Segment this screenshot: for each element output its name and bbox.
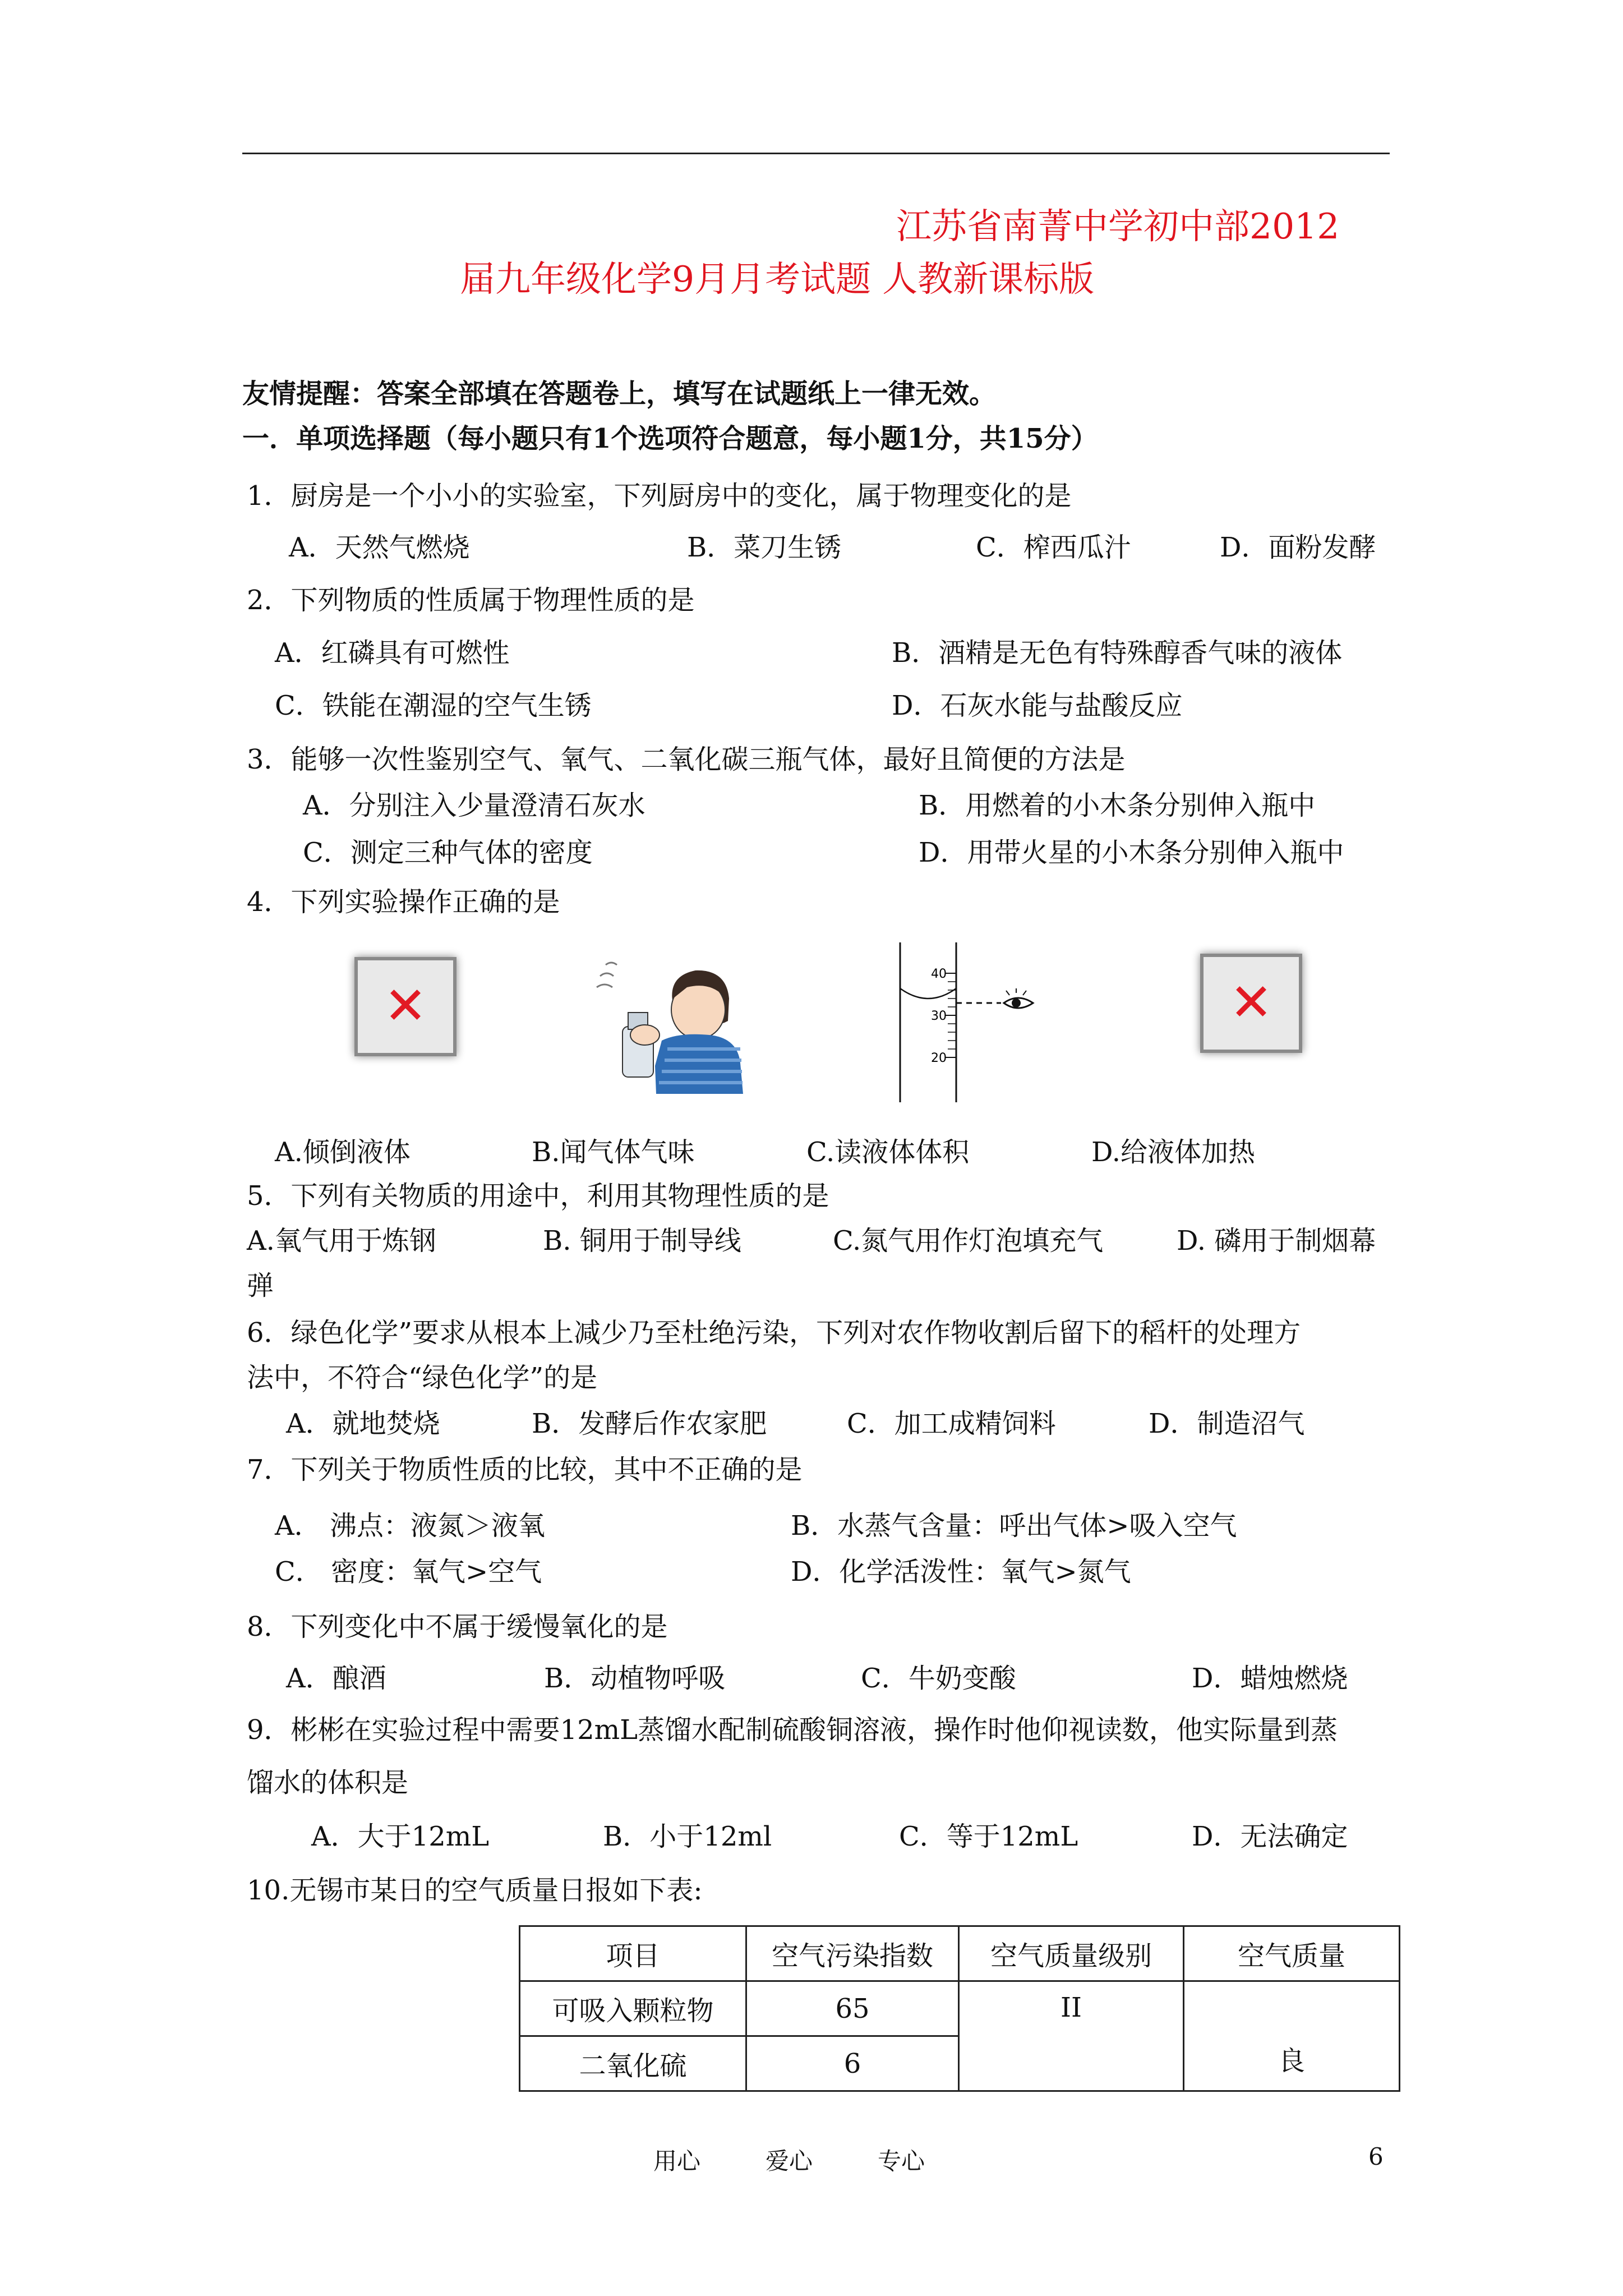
- question-4-stem: 4．下列实验操作正确的是: [247, 886, 560, 918]
- q5-option-c: C.氮气用作灯泡填充气: [833, 1225, 1104, 1257]
- question-10-stem: 10.无锡市某日的空气质量日报如下表:: [247, 1875, 703, 1906]
- footer-motto-1: 用心: [653, 2147, 701, 2175]
- q3-option-c: C．测定三种气体的密度: [303, 837, 593, 868]
- q5-option-d: D. 磷用于制烟幕: [1177, 1225, 1376, 1257]
- red-x-icon: ✕: [1229, 972, 1273, 1032]
- smelling-gas-illustration: [589, 942, 746, 1094]
- q7-option-a: A． 沸点：液氮＞液氧: [275, 1510, 545, 1542]
- table-header-quality: 空气质量: [1184, 1926, 1400, 1981]
- q3-option-b: B．用燃着的小木条分别伸入瓶中: [919, 790, 1316, 821]
- table-header-row: [520, 1926, 1400, 1981]
- table-cell-index: 6: [746, 2036, 959, 2091]
- q9-option-a: A．大于12mL: [311, 1821, 490, 1852]
- q8-option-d: D．蜡烛燃烧: [1192, 1663, 1348, 1694]
- table-cell-item: 可吸入颗粒物: [520, 1981, 746, 2036]
- section-heading: 一．单项选择题（每小题只有1个选项符合题意，每小题1分，共15分）: [242, 423, 1098, 454]
- q5-option-a: A.氧气用于炼钢: [247, 1225, 436, 1257]
- q2-option-c: C．铁能在潮湿的空气生锈: [275, 690, 592, 721]
- question-2-stem: 2．下列物质的性质属于物理性质的是: [247, 585, 695, 616]
- table-cell-item: 二氧化硫: [520, 2036, 746, 2091]
- q8-option-c: C．牛奶变酸: [861, 1663, 1016, 1694]
- q9-option-b: B．小于12ml: [603, 1821, 772, 1852]
- notice: 友情提醒：答案全部填在答题卷上，填写在试题纸上一律无效。: [242, 378, 997, 409]
- q2-option-a: A．红磷具有可燃性: [275, 637, 510, 669]
- q8-option-b: B．动植物呼吸: [544, 1663, 726, 1694]
- footer-motto-3: 专心: [878, 2147, 925, 2175]
- question-7-stem: 7．下列关于物质性质的比较，其中不正确的是: [247, 1454, 803, 1485]
- q5-option-b: B. 铜用于制导线: [543, 1225, 741, 1257]
- q7-option-c: C． 密度：氧气>空气: [275, 1556, 542, 1588]
- table-header-index: 空气污染指数: [746, 1926, 959, 1981]
- footer-motto-2: 爱心: [766, 2147, 813, 2175]
- cylinder-tick-40: 40: [931, 967, 947, 981]
- q6-option-b: B．发酵后作农家肥: [532, 1408, 767, 1439]
- cylinder-tick-30: 30: [931, 1009, 947, 1023]
- question-5-stem: 5．下列有关物质的用途中，利用其物理性质的是: [247, 1180, 829, 1212]
- graduated-cylinder-diagram: [892, 942, 1060, 1105]
- table-cell-index: 65: [746, 1981, 959, 2036]
- q3-option-d: D．用带火星的小木条分别伸入瓶中: [919, 837, 1344, 868]
- q1-option-d: D．面粉发酵: [1220, 532, 1376, 563]
- q1-option-a: A．天然气燃烧: [289, 532, 470, 563]
- q6-option-d: D．制造沼气: [1149, 1408, 1305, 1439]
- q7-option-d: D．化学活泼性：氧气>氮气: [791, 1556, 1131, 1588]
- q4-option-b: B.闻气体气味: [532, 1137, 695, 1168]
- table-header-item: 项目: [520, 1926, 746, 1981]
- question-9-stem-line-2: 馏水的体积是: [247, 1767, 409, 1798]
- table-cell-quality: 良: [1184, 1981, 1400, 2091]
- q2-option-d: D．石灰水能与盐酸反应: [892, 690, 1183, 721]
- question-6-stem-line-1: 6．绿色化学”要求从根本上减少乃至杜绝污染，下列对农作物收割后留下的稻杆的处理方: [247, 1317, 1301, 1349]
- q7-option-b: B．水蒸气含量：呼出气体>吸入空气: [791, 1510, 1237, 1542]
- q4-option-a: A.倾倒液体: [275, 1137, 411, 1168]
- question-1-stem: 1．厨房是一个小小的实验室，下列厨房中的变化，属于物理变化的是: [247, 480, 1072, 512]
- cylinder-tick-20: 20: [931, 1051, 947, 1065]
- air-quality-table: [519, 1925, 1400, 2092]
- q4-option-d: D.给液体加热: [1091, 1137, 1256, 1168]
- question-9-stem-line-1: 9．彬彬在实验过程中需要12mL蒸馏水配制硫酸铜溶液，操作时他仰视读数，他实际量到蒸: [247, 1714, 1338, 1746]
- broken-image-d: [1200, 954, 1302, 1053]
- title-line-2: 届九年级化学9月月考试题 人教新课标版: [460, 259, 1095, 300]
- table-header-level: 空气质量级别: [959, 1926, 1184, 1981]
- question-3-stem: 3．能够一次性鉴别空气、氧气、二氧化碳三瓶气体，最好且简便的方法是: [247, 744, 1126, 775]
- question-8-stem: 8．下列变化中不属于缓慢氧化的是: [247, 1611, 668, 1642]
- q4-option-c: C.读液体体积: [806, 1137, 970, 1168]
- q3-option-a: A．分别注入少量澄清石灰水: [303, 790, 645, 821]
- q9-option-d: D．无法确定: [1192, 1821, 1348, 1852]
- red-x-icon: ✕: [384, 975, 427, 1036]
- table-cell-level: II: [959, 1981, 1184, 2091]
- header-rule: [242, 153, 1390, 154]
- q5-option-d-wrap: 弹: [247, 1270, 274, 1301]
- q1-option-b: B．菜刀生锈: [687, 532, 842, 563]
- page-number: 6: [1368, 2143, 1384, 2170]
- title-line-1: 江苏省南菁中学初中部2012: [896, 206, 1340, 247]
- table-row: [520, 1981, 1400, 2036]
- q2-option-b: B．酒精是无色有特殊醇香气味的液体: [892, 637, 1343, 669]
- question-6-stem-line-2: 法中，不符合“绿色化学”的是: [247, 1362, 598, 1393]
- q1-option-c: C．榨西瓜汁: [976, 532, 1131, 563]
- q8-option-a: A．酿酒: [286, 1663, 386, 1694]
- q6-option-c: C．加工成精饲料: [847, 1408, 1056, 1439]
- q6-option-a: A．就地焚烧: [286, 1408, 440, 1439]
- q9-option-c: C．等于12mL: [899, 1821, 1078, 1852]
- broken-image-a: [354, 957, 457, 1056]
